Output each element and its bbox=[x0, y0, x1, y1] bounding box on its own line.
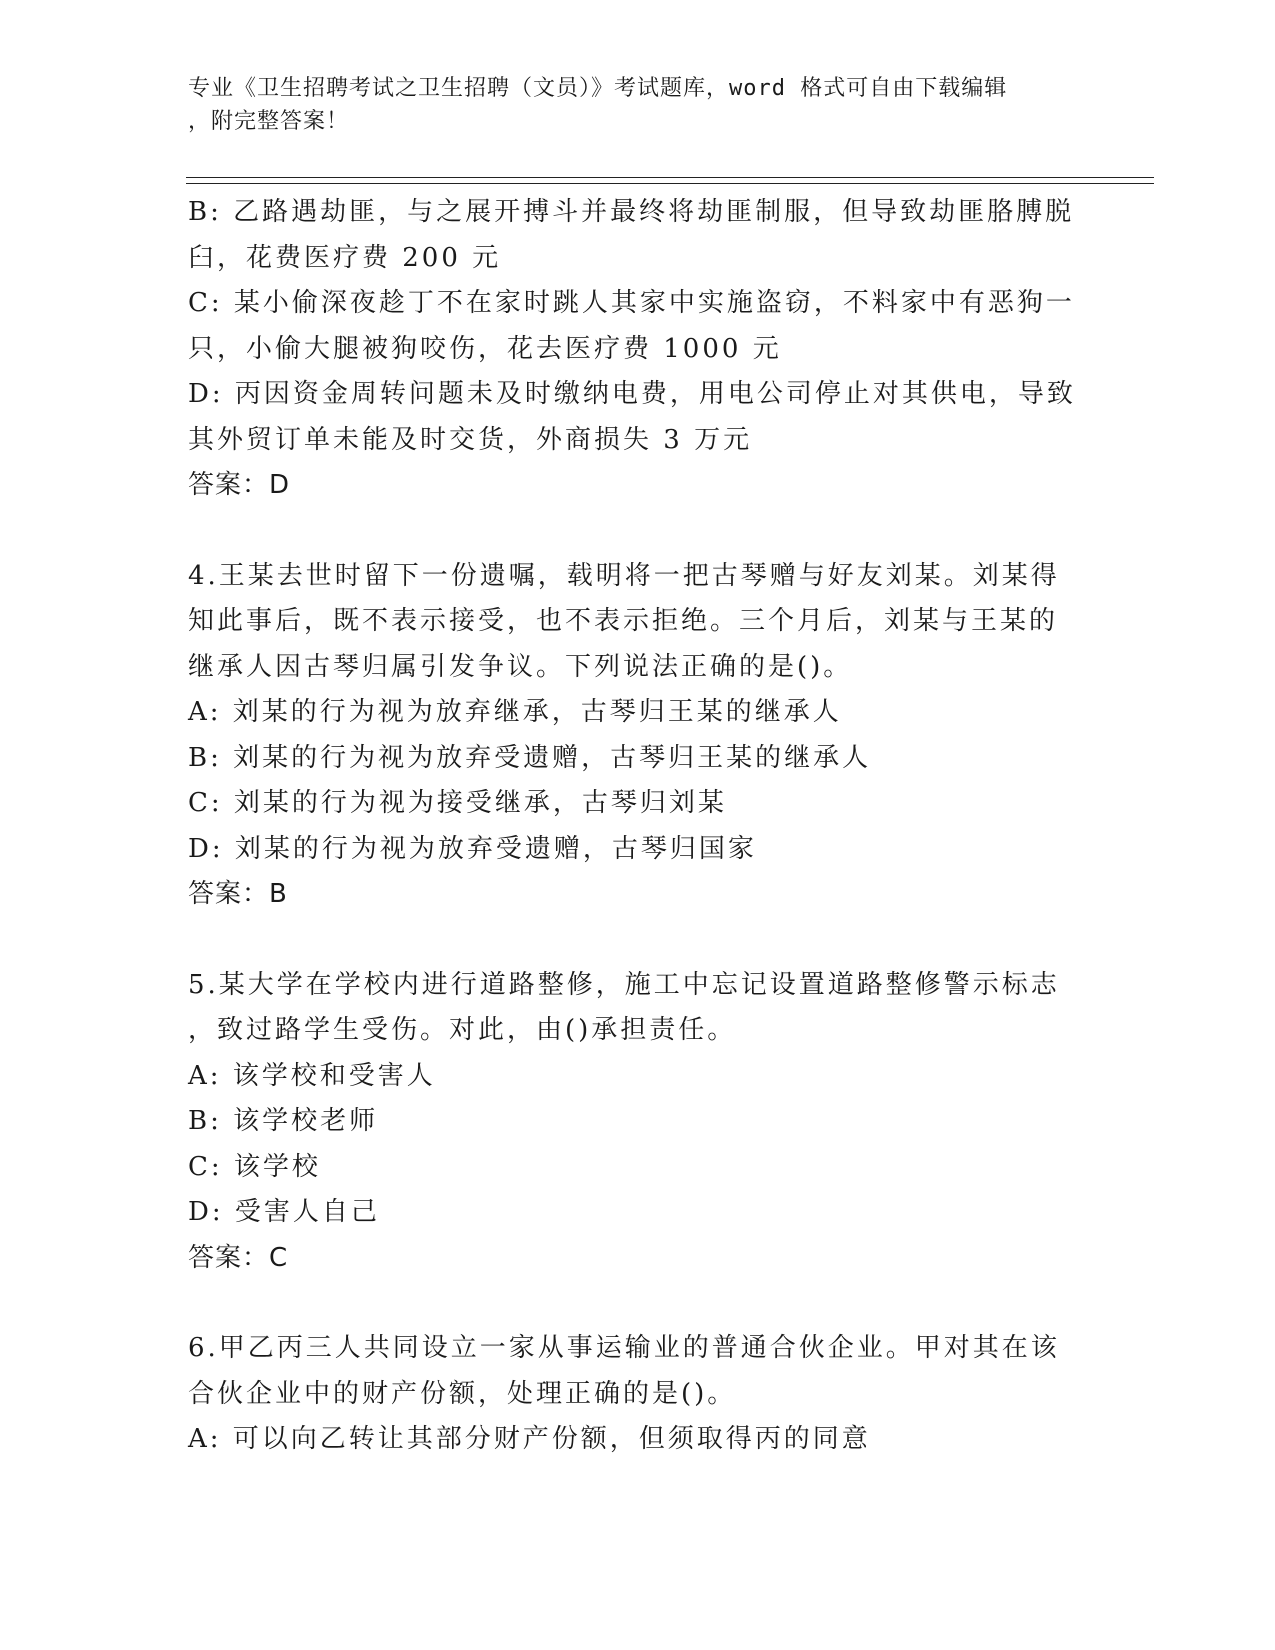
q3-option-b-line1: B: 乙路遇劫匪，与之展开搏斗并最终将劫匪制服，但导致劫匪胳膊脱 bbox=[188, 197, 1075, 227]
question-4 bbox=[188, 554, 1088, 918]
q3-option-b-line2: 臼，花费医疗费 200 元 bbox=[188, 242, 502, 273]
q5-answer: 答案：C bbox=[188, 1242, 289, 1273]
q6-option-a: A: 可以向乙转让其部分财产份额，但须取得丙的同意 bbox=[188, 1424, 871, 1454]
q4-stem-line2: 知此事后，既不表示接受，也不表示拒绝。三个月后，刘某与王某的 bbox=[188, 606, 1059, 636]
q4-option-a: A: 刘某的行为视为放弃继承，古琴归王某的继承人 bbox=[188, 697, 842, 727]
q4-answer: 答案：B bbox=[188, 879, 288, 909]
q5-stem-line1: 5.某大学在学校内进行道路整修，施工中忘记设置道路整修警示标志 bbox=[188, 969, 1060, 1000]
q3-option-d-line2: 其外贸订单未能及时交货，外商损失 3 万元 bbox=[188, 424, 753, 455]
q4-option-d: D: 刘某的行为视为放弃受遗赠，古琴归国家 bbox=[188, 833, 757, 864]
q5-option-b: B: 该学校老师 bbox=[188, 1106, 379, 1136]
q3-option-d-line1: D: 丙因资金周转问题未及时缴纳电费，用电公司停止对其供电，导致 bbox=[188, 379, 1076, 409]
q5-stem-line2: ，致过路学生受伤。对此，由()承担责任。 bbox=[188, 1015, 737, 1045]
header-line-2: ，附完整答案！ bbox=[188, 109, 350, 134]
q5-option-d: D: 受害人自己 bbox=[188, 1197, 380, 1227]
question-5 bbox=[188, 963, 1088, 1282]
q4-stem-line3: 继承人因古琴归属引发争议。下列说法正确的是()。 bbox=[188, 651, 853, 682]
q6-stem-line1: 6.甲乙丙三人共同设立一家从事运输业的普通合伙企业。甲对其在该 bbox=[188, 1333, 1060, 1363]
spacer bbox=[188, 509, 1088, 554]
question-6 bbox=[188, 1326, 1088, 1463]
q3-answer: 答案：D bbox=[188, 470, 291, 500]
header-rule-bottom bbox=[186, 183, 1154, 184]
document-body bbox=[188, 190, 1088, 1463]
spacer bbox=[188, 918, 1088, 963]
q3-option-c-line1: C: 某小偷深夜趁丁不在家时跳人其家中实施盗窃，不料家中有恶狗一 bbox=[188, 288, 1075, 318]
document-header bbox=[188, 72, 1068, 138]
q4-option-b: B: 刘某的行为视为放弃受遗赠，古琴归王某的继承人 bbox=[188, 742, 872, 773]
q5-option-a: A: 该学校和受害人 bbox=[188, 1060, 436, 1091]
q4-stem-line1: 4.王某去世时留下一份遗嘱，载明将一把古琴赠与好友刘某。刘某得 bbox=[188, 560, 1060, 591]
q4-option-c: C: 刘某的行为视为接受继承，古琴归刘某 bbox=[188, 788, 727, 818]
spacer bbox=[188, 1281, 1088, 1326]
header-rule-top bbox=[186, 177, 1154, 178]
q6-stem-line2: 合伙企业中的财产份额，处理正确的是()。 bbox=[188, 1378, 737, 1409]
q3-option-c-line2: 只，小偷大腿被狗咬伤，花去医疗费 1000 元 bbox=[188, 333, 782, 364]
question-3-tail bbox=[188, 190, 1088, 509]
header-line-1: 专业《卫生招聘考试之卫生招聘（文员）》考试题库，word 格式可自由下载编辑 bbox=[188, 76, 1008, 101]
q5-option-c: C: 该学校 bbox=[188, 1151, 321, 1182]
